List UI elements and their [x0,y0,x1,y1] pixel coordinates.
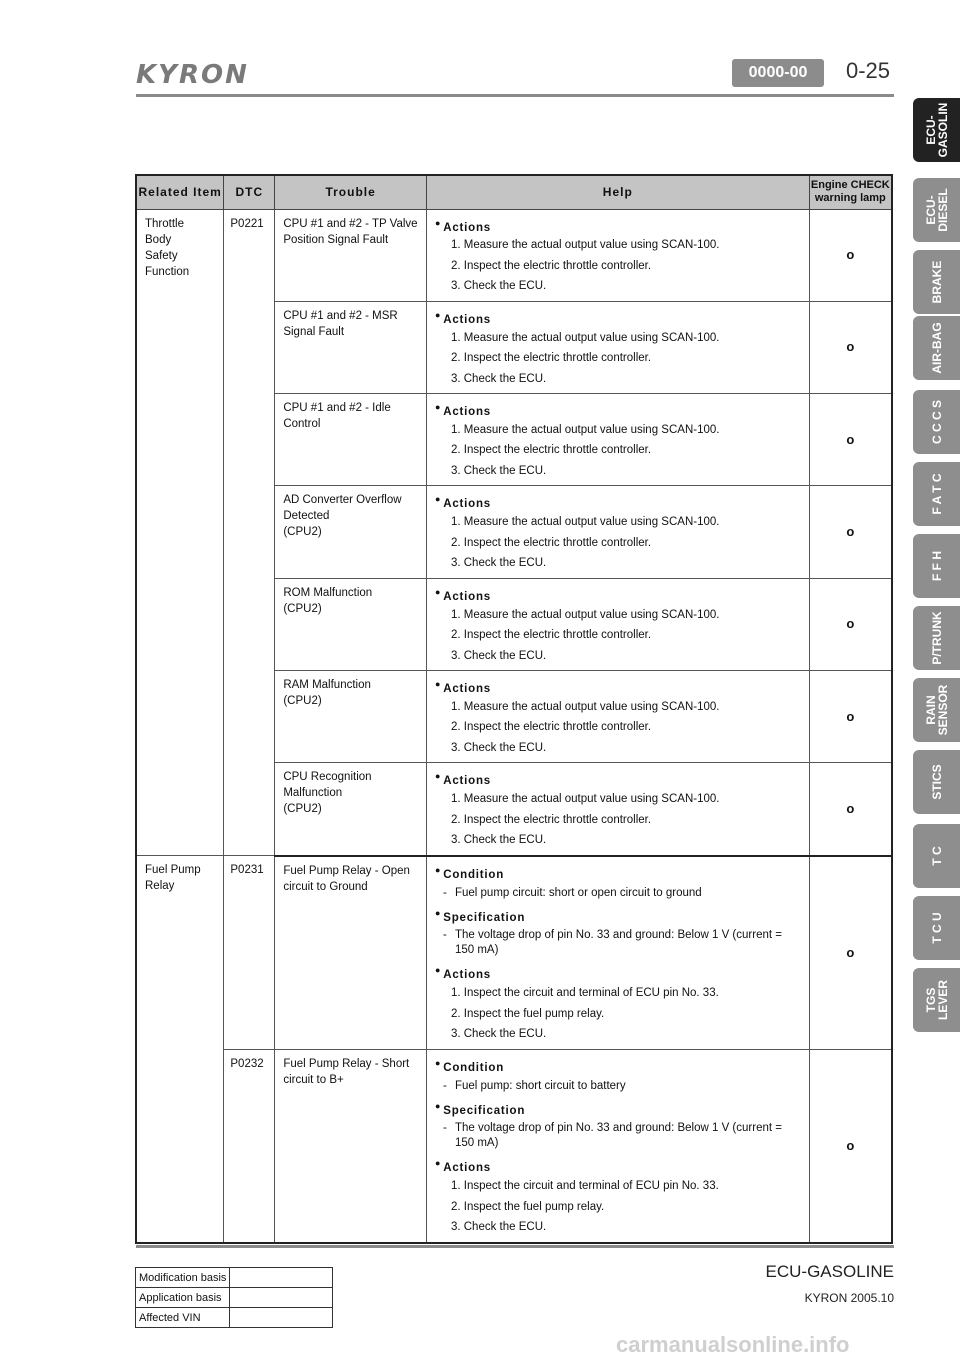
bullet-icon: ● [434,586,442,597]
help-step: 3. Check the ECU. [450,1221,547,1234]
help-condition-item: - The voltage drop of pin No. 33 and ground: Below 1 V (current = 150 mA) [442,1122,782,1150]
footer-divider [136,1245,894,1248]
help-step: 3. Check the ECU. [450,557,547,570]
warning-lamp-cell: o [809,394,892,486]
footer-subtitle: KYRON 2005.10 [804,1291,894,1305]
help-step: 1. Measure the actual output value using SCAN-100. [450,608,720,621]
help-step: 3. Check the ECU. [450,649,547,662]
help-step: 3. Check the ECU. [450,372,547,385]
side-tab-6[interactable] [913,534,960,598]
bullet-icon: ● [434,771,442,782]
help-section-title: ● Actions [434,1158,491,1175]
help-cell [426,1049,809,1242]
side-tab-5[interactable] [913,462,960,526]
trouble-cell: Fuel Pump Relay - Open circuit to Ground [275,856,427,1049]
trouble-cell: Fuel Pump Relay - Short circuit to B+ [275,1049,427,1242]
help-cell [426,301,809,393]
help-step: 2. Inspect the electric throttle controller. [450,536,652,549]
warning-lamp-cell: o [809,486,892,578]
col-header-related-item: Related Item [136,175,224,209]
bullet-icon: ● [434,907,442,918]
help-step: 2. Inspect the fuel pump relay. [450,1200,605,1213]
trouble-cell: AD Converter Overflow Detected (CPU2) [275,486,427,578]
affected-vin-value [230,1308,333,1328]
help-step: 2. Inspect the electric throttle controller. [450,259,652,272]
revision-table [135,1267,333,1328]
help-section-title: ● Actions [434,771,491,788]
side-tab-label: T C [929,846,944,866]
help-step: 1. Measure the actual output value using SCAN-100. [450,793,720,806]
dtc-code-cell: P0232 [224,1049,275,1242]
help-step: 2. Inspect the electric throttle controller. [450,444,652,457]
table-header-row [136,175,892,209]
side-tab-1[interactable] [913,178,960,242]
dtc-table [135,174,893,1244]
help-step: 1. Measure the actual output value using SCAN-100. [450,331,720,344]
warning-lamp-cell: o [809,856,892,1049]
help-step: 1. Measure the actual output value using SCAN-100. [450,423,720,436]
help-step: 1. Measure the actual output value using SCAN-100. [450,239,720,252]
help-step: 1. Inspect the circuit and terminal of ECU pin No. 33. [450,1180,719,1193]
related-item-cell: Fuel Pump Relay [136,856,224,1243]
help-cell [426,486,809,578]
bullet-icon: ● [434,309,442,320]
warning-lamp-cell: o [809,763,892,856]
side-tab-9[interactable] [913,750,960,814]
modification-basis-value [230,1268,333,1288]
help-step: 2. Inspect the electric throttle controller. [450,813,652,826]
watermark: carmanualsonline.info [616,1332,850,1357]
help-step: 3. Check the ECU. [450,1028,547,1041]
help-step: 3. Check the ECU. [450,741,547,754]
help-section-title: ● Specification [434,907,526,924]
help-step: 2. Inspect the electric throttle controller. [450,352,652,365]
help-section-title: ● Actions [434,309,491,326]
col-header-trouble: Trouble [275,175,427,209]
table-body [136,209,892,1243]
side-tab-label: F F H [929,551,944,581]
affected-vin-label: Affected VIN [136,1308,230,1328]
page-number: 0-25 [846,58,891,83]
application-basis-label: Application basis [136,1288,230,1308]
help-cell [426,209,809,301]
side-tab-8[interactable] [913,678,960,742]
help-step: 2. Inspect the fuel pump relay. [450,1007,605,1020]
help-section-title: ● Condition [434,1057,505,1074]
help-section-title: ● Specification [434,1100,526,1117]
trouble-cell: ROM Malfunction (CPU2) [275,578,427,670]
warning-lamp-cell: o [809,671,892,763]
help-section-title: ● Actions [434,494,491,511]
bullet-icon: ● [434,1100,442,1111]
side-tab-label: RAIN SENSOR [923,684,950,736]
side-tab-label: C C C S [929,399,944,445]
bullet-icon: ● [434,494,442,505]
header-divider [136,94,894,97]
bullet-icon: ● [434,1057,442,1068]
side-tab-label: ECU- DIESEL [923,188,950,232]
bullet-icon: ● [434,679,442,690]
dtc-code-cell: P0221 [224,209,275,856]
help-cell [426,394,809,486]
help-cell [426,856,809,1049]
help-condition-item: - Fuel pump circuit: short or open circuit to ground [442,886,702,899]
side-tab-label: AIR-BAG [929,322,944,374]
bullet-icon: ● [434,1158,442,1169]
help-cell [426,578,809,670]
trouble-cell: CPU #1 and #2 - MSR Signal Fault [275,301,427,393]
side-tab-label: TGS LEVER [923,979,950,1021]
help-step: 1. Inspect the circuit and terminal of ECU pin No. 33. [450,987,719,1000]
warning-lamp-cell: o [809,301,892,393]
trouble-cell: CPU #1 and #2 - Idle Control [275,394,427,486]
side-tab-label: ECU- GASOLIN [923,102,950,158]
help-condition-item: - The voltage drop of pin No. 33 and ground: Below 1 V (current = 150 mA) [442,929,782,957]
side-tab-label: BRAKE [929,260,944,304]
trouble-cell: CPU #1 and #2 - TP Valve Position Signal Fault [275,209,427,301]
warning-lamp-cell: o [809,1049,892,1242]
side-tab-4[interactable] [913,390,960,454]
warning-lamp-cell: o [809,578,892,670]
bullet-icon: ● [434,965,442,976]
help-section-title: ● Actions [434,402,491,418]
help-step: 2. Inspect the electric throttle controller. [450,721,652,734]
col-header-dtc: DTC [224,175,275,209]
section-code-badge: 0000-00 [732,59,824,87]
application-basis-value [230,1288,333,1308]
side-tab-11[interactable] [913,896,960,960]
side-tab-12[interactable] [913,968,960,1032]
help-section-title: ● Actions [434,679,491,695]
side-tab-7[interactable] [913,606,960,670]
modification-basis-label: Modification basis [136,1268,230,1288]
help-cell [426,671,809,763]
col-header-help: Help [426,175,809,209]
table-row [136,209,892,301]
trouble-cell: CPU Recognition Malfunction (CPU2) [275,763,427,856]
help-step: 3. Check the ECU. [450,464,547,477]
help-step: 3. Check the ECU. [450,834,547,847]
side-tab-label: F A T C [929,473,944,515]
table-row [136,856,892,1049]
bullet-icon: ● [434,402,442,413]
bullet-icon: ● [434,864,442,875]
trouble-cell: RAM Malfunction (CPU2) [275,671,427,763]
help-section-title: ● Actions [434,586,491,603]
side-tab-3[interactable] [913,316,960,380]
warning-lamp-cell: o [809,209,892,301]
help-condition-item: - Fuel pump: short circuit to battery [442,1079,626,1092]
footer-title: ECU-GASOLINE [765,1262,894,1281]
side-tab-label: STICS [929,764,944,800]
help-section-title: ● Condition [434,864,505,881]
side-tab-2[interactable] [913,250,960,314]
col-header-warning-lamp: Engine CHECK warning lamp [809,175,892,209]
help-step: 3. Check the ECU. [450,280,547,293]
side-tab-0[interactable] [913,98,960,162]
help-section-title: ● Actions [434,965,491,982]
dtc-code-cell: P0231 [224,856,275,1049]
help-section-title: ● Actions [434,217,491,234]
help-step: 1. Measure the actual output value using SCAN-100. [450,700,720,713]
side-tab-label: T C U [929,912,944,944]
help-cell [426,763,809,856]
help-step: 1. Measure the actual output value using SCAN-100. [450,516,720,529]
table-row [136,1049,892,1242]
kyron-logo: KYRON [136,60,249,90]
help-step: 2. Inspect the electric throttle controller. [450,629,652,642]
side-tab-label: P/TRUNK [929,611,944,665]
side-tab-10[interactable] [913,824,960,888]
bullet-icon: ● [434,217,442,228]
related-item-cell: Throttle Body Safety Function [136,209,224,856]
